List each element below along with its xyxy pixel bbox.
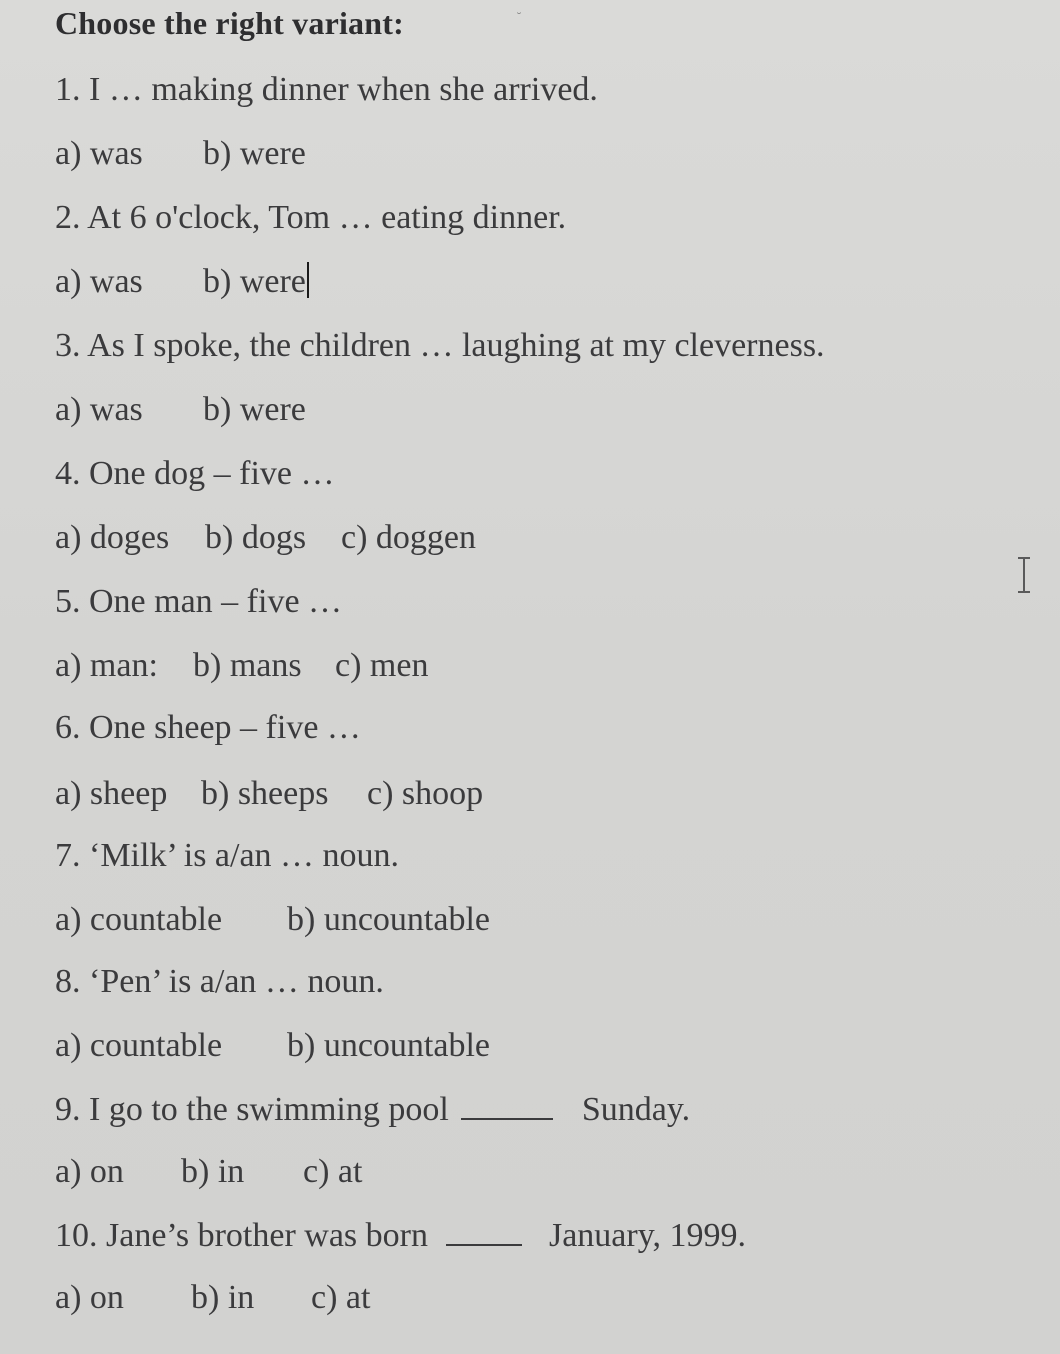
options-2 <box>55 260 309 304</box>
question-2: 2. At 6 o'clock, Tom … eating dinner. <box>55 199 567 236</box>
options-3 <box>55 388 306 432</box>
question-10-text: 10. Jane’s brother was born <box>55 1217 428 1254</box>
option-4c[interactable]: c) doggen <box>341 519 477 556</box>
option-1b[interactable]: b) were <box>203 135 306 172</box>
options-8 <box>55 1024 490 1068</box>
option-5c[interactable]: c) men <box>335 647 429 684</box>
question-10 <box>55 1214 746 1258</box>
option-3a[interactable]: a) was <box>55 391 143 428</box>
question-7: 7. ‘Milk’ is a/an … noun. <box>55 837 400 874</box>
option-9b[interactable]: b) in <box>181 1153 245 1190</box>
question-3: 3. As I spoke, the children … laughing at my cleverness. <box>55 327 825 364</box>
option-9a[interactable]: a) on <box>55 1153 124 1190</box>
question-9-tail: Sunday. <box>581 1091 691 1128</box>
answer-blank-9[interactable] <box>461 1088 553 1120</box>
options-1 <box>55 132 306 176</box>
option-7a[interactable]: a) countable <box>55 901 223 938</box>
question-1: 1. I … making dinner when she arrived. <box>55 71 598 108</box>
paper-speck-icon: ˘ <box>516 11 522 25</box>
option-10c[interactable]: c) at <box>311 1279 371 1316</box>
option-2b[interactable]: b) were <box>203 263 306 300</box>
question-8: 8. ‘Pen’ is a/an … noun. <box>55 963 384 1000</box>
question-4: 4. One dog – five … <box>55 455 335 492</box>
answer-blank-10[interactable] <box>446 1214 522 1246</box>
question-6: 6. One sheep – five … <box>55 709 361 746</box>
question-5: 5. One man – five … <box>55 583 343 620</box>
option-10a[interactable]: a) on <box>55 1279 124 1316</box>
option-1a[interactable]: a) was <box>55 135 143 172</box>
option-5a[interactable]: a) man: <box>55 647 158 684</box>
option-8b[interactable]: b) uncountable <box>287 1027 490 1064</box>
option-6b[interactable]: b) sheeps <box>201 775 329 812</box>
option-6c[interactable]: c) shoop <box>367 775 484 812</box>
option-8a[interactable]: a) countable <box>55 1027 223 1064</box>
question-9-text: 9. I go to the swimming pool <box>55 1091 449 1128</box>
option-2a[interactable]: a) was <box>55 263 143 300</box>
question-10-tail: January, 1999. <box>548 1217 747 1254</box>
options-6 <box>55 772 483 816</box>
text-cursor-icon <box>307 262 309 298</box>
page-title: Choose the right variant: <box>55 5 404 41</box>
option-7b[interactable]: b) uncountable <box>287 901 490 938</box>
ibeam-pointer-icon <box>1014 556 1034 594</box>
option-4a[interactable]: a) doges <box>55 519 170 556</box>
options-5 <box>55 644 428 688</box>
question-9 <box>55 1088 690 1132</box>
options-4 <box>55 516 476 560</box>
options-9 <box>55 1150 362 1194</box>
option-10b[interactable]: b) in <box>191 1279 255 1316</box>
option-5b[interactable]: b) mans <box>193 647 302 684</box>
option-4b[interactable]: b) dogs <box>205 519 307 556</box>
option-6a[interactable]: a) sheep <box>55 775 168 812</box>
options-7 <box>55 898 490 942</box>
option-3b[interactable]: b) were <box>203 391 306 428</box>
options-10 <box>55 1276 370 1320</box>
option-9c[interactable]: c) at <box>303 1153 363 1190</box>
